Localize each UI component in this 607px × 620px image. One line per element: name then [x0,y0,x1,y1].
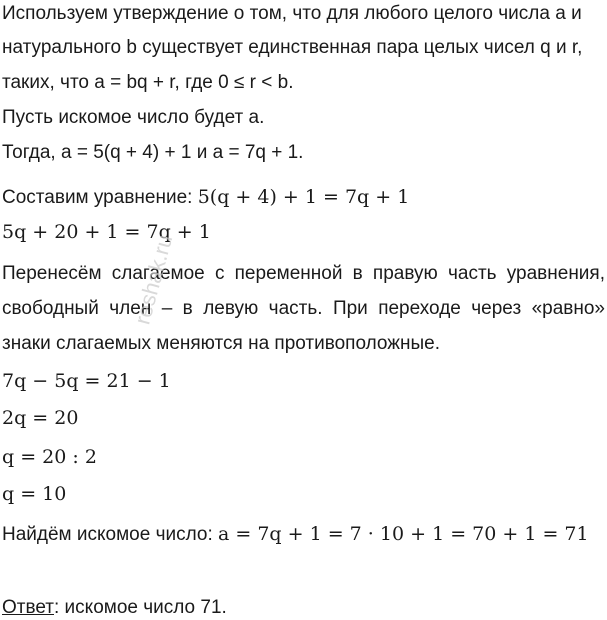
equation-line-5: q = 10 [2,483,67,505]
equation-setup-label: Составим уравнение: [2,187,198,208]
text-line-1: Используем утверждение о том, что для любого целого числа a и [2,3,582,24]
result-line [2,522,589,547]
answer-line [2,596,227,620]
watermark-text: reshak.ru [129,232,178,328]
equation-line-4: q = 20 : 2 [2,446,97,468]
answer-label: Ответ [2,597,54,618]
text-line-2: натурального b существует единственная пара целых чисел q и r, [2,37,583,58]
text-line-10: знаки слагаемых меняются на противоположные. [2,333,440,354]
equation-setup-line [2,185,409,210]
answer-text: : искомое число 71. [54,597,227,618]
text-line-9: свободный член – в левую часть. При переходе через «равно» [2,298,605,319]
equation-line-3: 2q = 20 [2,407,79,429]
text-line-5: Тогда, a = 5(q + 4) + 1 и a = 7q + 1. [2,142,304,163]
text-line-3: таких, что a = bq + r, где 0 ≤ r < b. [2,72,294,93]
text-line-8: Перенесём слагаемое с переменной в правую часть уравнения, [2,263,605,284]
equation-line-1: 5q + 20 + 1 = 7q + 1 [2,221,211,243]
result-label: Найдём искомое число: [2,524,219,545]
text-line-4: Пусть искомое число будет a. [2,107,265,128]
equation-line-2: 7q − 5q = 21 − 1 [2,370,171,392]
result-formula: a = 7q + 1 = 7 · 10 + 1 = 70 + 1 = 71 [218,523,589,545]
equation-setup-formula: 5(q + 4) + 1 = 7q + 1 [197,186,410,208]
